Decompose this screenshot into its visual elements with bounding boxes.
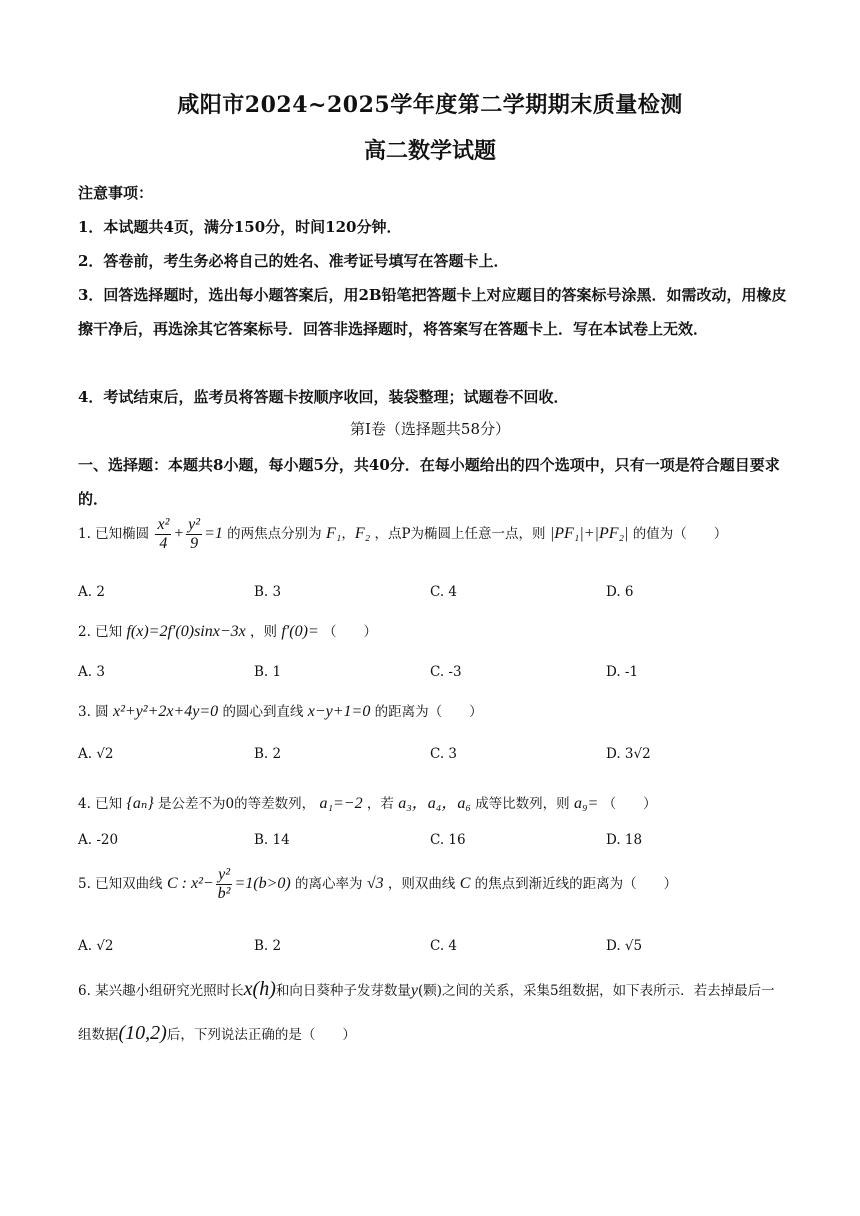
q6-suffix: 后，下列说法正确的是（ ）	[166, 1027, 356, 1043]
q2-option-a: A. 3	[78, 664, 105, 680]
q5-fraction	[216, 866, 233, 903]
q1-option-b: B. 3	[254, 584, 282, 600]
q3-expr2: x−y+1=0	[307, 703, 371, 720]
q3-option-b: B. 2	[254, 746, 282, 762]
q1-option-d: D. 6	[606, 584, 634, 600]
q6-mid2: (颗)之间的关系，采集5组数据，如下表所示．若去掉最后一组数据	[78, 983, 775, 1043]
q2-prefix: 2. 已知	[78, 624, 123, 640]
q3-option-a: A. √2	[78, 746, 114, 762]
q2-suffix: （ ）	[323, 624, 378, 640]
part-one-instructions: 一、选择题：本题共8小题，每小题5分，共40分．在每小题给出的四个选项中，只有一项是符合题目要求的．	[78, 456, 780, 508]
q5-mid: 的离心率为	[295, 876, 363, 892]
q1-fraction-x	[155, 516, 171, 553]
q5-option-c: C. 4	[430, 938, 458, 954]
q2-option-b: B. 1	[254, 664, 282, 680]
q1-expr: |PF₁|+|PF₂|	[549, 525, 629, 542]
q4-prefix: 4. 已知	[78, 796, 123, 812]
q2-expr: f(x)=2f′(0)sinx−3x	[126, 623, 246, 640]
q1-mid2: ，点P为椭圆上任意一点，则	[374, 526, 546, 542]
q1-eq-tail: =1	[204, 525, 223, 542]
q6-expr3: (10,2)	[118, 1022, 167, 1044]
q4-expr2: a₁=−2	[319, 795, 363, 812]
q1-prefix: 1. 已知椭圆	[78, 526, 150, 542]
q5-expr2: √3	[366, 875, 384, 892]
q6-mid: 和向日葵种子发芽数量	[275, 983, 411, 999]
q6-expr2: y	[410, 982, 418, 999]
notes-heading: 注意事项：	[78, 184, 154, 202]
q1-sep: ，	[341, 526, 355, 542]
q3-option-c: C. 3	[430, 746, 458, 762]
q5-suffix: 的焦点到渐近线的距离为（ ）	[474, 876, 678, 892]
q5-frac-num: y²	[216, 866, 233, 885]
q4-mid2: ，若	[366, 796, 394, 812]
q3-suffix: 的距离为（ ）	[374, 704, 483, 720]
q2-expr2: f′(0)=	[281, 623, 319, 640]
q4-option-d: D. 18	[606, 832, 643, 848]
note-item-3: 3．回答选择题时，选出每小题答案后，用2B铅笔把答题卡上对应题目的答案标号涂黑．如需改动，用橡皮擦干净后，再选涂其它答案标号．回答非选择题时，将答案写在答题卡上．写在本试卷上无效．	[78, 286, 787, 338]
q3-mid: 的圆心到直线	[222, 704, 304, 720]
q4-mid3: 成等比数列，则	[475, 796, 570, 812]
q6-prefix: 6. 某兴趣小组研究光照时长	[78, 983, 244, 999]
q5-expr-b: =1(b>0)	[234, 875, 291, 892]
q4-suffix: （ ）	[602, 796, 657, 812]
question-4	[78, 790, 788, 813]
q4-expr3: a₃，a₄，a₆	[398, 795, 471, 812]
exam-title: 咸阳市2024~2025学年度第二学期期末质量检测	[177, 92, 683, 118]
q5-option-d: D. √5	[606, 938, 643, 954]
q4-option-b: B. 14	[254, 832, 290, 848]
q4-option-a: A. -20	[78, 832, 119, 848]
q3-prefix: 3. 圆	[78, 704, 109, 720]
q1-mid: 的两焦点分别为	[227, 526, 322, 542]
q5-option-b: B. 2	[254, 938, 282, 954]
q1-num-b: y²	[188, 516, 201, 533]
q3-option-d: D. 3√2	[606, 746, 651, 762]
q1-den-b: 9	[190, 535, 199, 552]
q2-option-c: C. -3	[430, 664, 462, 680]
note-item-1: 1．本试题共4页，满分150分，时间120分钟．	[78, 218, 402, 236]
q1-fraction-y	[186, 516, 202, 553]
question-6	[78, 968, 788, 1056]
q1-option-c: C. 4	[430, 584, 458, 600]
q5-expr3: C	[459, 875, 471, 892]
q1-suffix: 的值为（ ）	[632, 526, 728, 542]
note-item-4: 4．考试结束后，监考员将答题卡按顺序收回，装袋整理；试题卷不回收．	[78, 388, 569, 406]
question-5	[78, 866, 788, 903]
q1-f1: F₁	[325, 525, 342, 542]
q6-expr: x(h)	[243, 978, 276, 1000]
q4-expr: {aₙ}	[126, 795, 154, 812]
q4-expr4: a₉=	[573, 795, 599, 812]
question-3	[78, 700, 788, 721]
q5-option-a: A. √2	[78, 938, 114, 954]
q5-frac-den: b²	[217, 885, 231, 902]
q1-den-a: 4	[159, 535, 168, 552]
q4-mid: 是公差不为0的等差数列，	[158, 796, 316, 812]
q1-num-a: x²	[157, 516, 170, 533]
q3-expr: x²+y²+2x+4y=0	[112, 703, 219, 720]
exam-subject-title: 高二数学试题	[363, 138, 496, 164]
question-2	[78, 620, 788, 641]
section-title: 第Ⅰ卷（选择题共58分）	[349, 420, 510, 438]
q4-option-c: C. 16	[430, 832, 466, 848]
q2-mid: ，则	[250, 624, 278, 640]
q2-option-d: D. -1	[606, 664, 639, 680]
q1-f2: F₂	[354, 525, 371, 542]
note-item-2: 2．答卷前，考生务必将自己的姓名、准考证号填写在答题卡上．	[78, 252, 509, 270]
q1-option-a: A. 2	[78, 584, 105, 600]
question-1: 1. 已知椭圆 $\frac{\text{x²}}{4}$ + $\frac{\text{y²}}{9}$ =1 的两焦点分别为 F₁，F₂ ，点P为椭圆上任意一点，则 |PF₁|+|PF₂| 的值为（ ）	[78, 516, 728, 552]
q5-mid2: ，则双曲线	[387, 876, 456, 892]
q5-prefix: 5. 已知双曲线	[78, 876, 163, 892]
q5-expr-a: C : x²−	[166, 875, 214, 892]
